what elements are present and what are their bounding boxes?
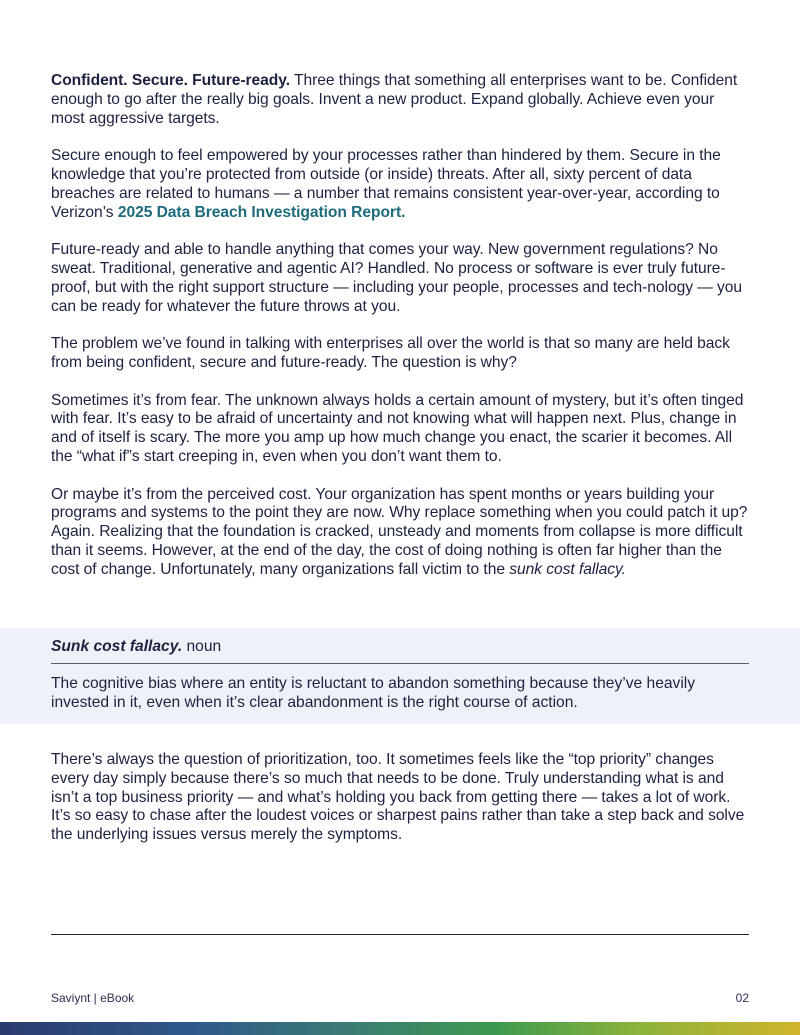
page-number: 02 <box>735 991 749 1005</box>
brand-gradient-bar <box>0 1022 800 1035</box>
problem-paragraph: The problem we’ve found in talking with enterprises all over the world is that so many are held back from being confident, secure and future-ready. The question is why? <box>51 335 730 371</box>
main-text <box>51 72 751 598</box>
callout-term: Sunk cost fallacy. <box>51 638 183 655</box>
intro-paragraph <box>51 72 751 128</box>
intro-text: Three things that something all enterprises want to be. Confident enough to go after the really big goals. Invent a new product. Expand globally. Achieve even your most aggressive targets. <box>51 72 738 127</box>
secure-paragraph <box>51 147 751 222</box>
cost-italic: sunk cost fallacy. <box>509 560 626 578</box>
callout-heading <box>51 638 749 657</box>
future-paragraph: Future-ready and able to handle anything that comes your way. New government regulations? No sweat. Traditional, generative and agentic AI? Handled. No process or software is ever truly future-proof, but with the right support structure — including your people, processes and tech-nology — you can be ready for whatever the future throws at you. <box>51 241 743 315</box>
priority-section <box>51 751 751 845</box>
intro-lead: Confident. Secure. Future-ready. <box>51 72 290 89</box>
footer-brand: Saviynt | eBook <box>51 991 135 1005</box>
priority-paragraph: There’s always the question of prioritization, too. It sometimes feels like the “top priority” changes every day simply because there’s so much that needs to be done. Truly understanding what is and isn’t a top business priority — and what’s holding you back from getting there — takes a lot of work. It’s so easy to chase after the loudest voices or sharpest pains rather than take a step back and solve the underlying issues versus merely the symptoms. <box>51 751 745 844</box>
callout-divider <box>51 663 749 664</box>
footer-divider <box>51 934 749 935</box>
callout-definition: The cognitive bias where an entity is reluctant to abandon something because they’ve heavily invested in it, even when it’s clear abandonment is the right course of action. <box>51 675 696 711</box>
definition-callout <box>0 628 800 724</box>
fear-paragraph: Sometimes it’s from fear. The unknown always holds a certain amount of mystery, but it’s often tinged with fear. It’s easy to be afraid of uncertainty and not knowing what will happen next. Plus, change in and of itself is scary. The more you amp up how much change you enact, the scarier it becomes. All the “what if”s start creeping in, even when you don’t want them to. <box>51 391 744 465</box>
cost-paragraph <box>51 486 751 580</box>
secure-text: Secure enough to feel empowered by your processes rather than hindered by them. Secure in the knowledge that you’re protected from outside (or inside) threats. After all, sixty percent of data breaches are related to humans — a number that remains consistent year-over-year, according to Verizon’s <box>51 147 721 221</box>
callout-part-of-speech: noun <box>182 638 222 655</box>
cost-text: Or maybe it’s from the perceived cost. Your organization has spent months or years building your programs and systems to the point they are now. Why replace something when you could patch it up? Again. Realizing that the foundation is cracked, unsteady and moments from collapse is more difficult than it seems. However, at the end of the day, the cost of doing nothing is often far higher than the cost of change. Unfortunately, many organizations fall victim to the <box>51 485 748 578</box>
verizon-report-link[interactable]: 2025 Data Breach Investigation Report. <box>117 203 406 221</box>
